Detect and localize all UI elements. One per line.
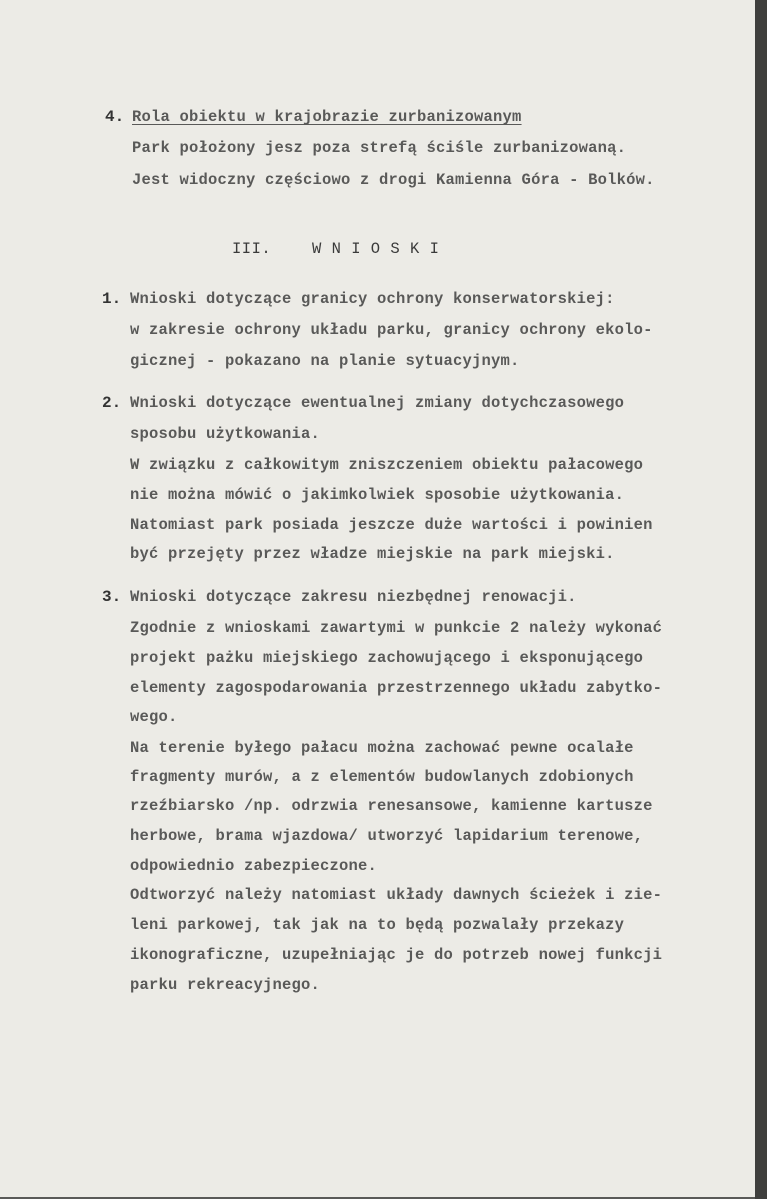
item-3-line: fragmenty murów, a z elementów budowlanych zdobionych <box>130 768 634 786</box>
section-4-line: Jest widoczny częściowo z drogi Kamienna Góra - Bolków. <box>132 171 655 189</box>
item-3-line: odpowiednio zabezpieczone. <box>130 857 378 875</box>
item-3-line: wego. <box>130 708 178 726</box>
item-2-line: W związku z całkowitym zniszczeniem obiektu pałacowego <box>130 456 644 474</box>
heading-title: W N I O S K I <box>312 240 440 258</box>
item-1-line: Wnioski dotyczące granicy ochrony konserwatorskiej: <box>130 290 615 308</box>
section-4-number: 4. <box>105 108 125 126</box>
item-3-line: projekt pażku miejskiego zachowującego i eksponującego <box>130 649 644 667</box>
item-2-line: być przejęty przez władze miejskie na park miejski. <box>130 545 615 563</box>
item-3-line: Na terenie byłego pałacu można zachować pewne ocalałe <box>130 739 634 757</box>
item-3-line: parku rekreacyjnego. <box>130 976 321 994</box>
item-3-number: 3. <box>102 588 122 606</box>
item-3-line: Zgodnie z wnioskami zawartymi w punkcie 2 należy wykonać <box>130 619 663 637</box>
section-4-title: Rola obiektu w krajobrazie zurbanizowanym <box>132 108 522 126</box>
item-3-line: rzeźbiarsko /np. odrzwia renesansowe, kamienne kartusze <box>130 797 653 815</box>
item-1-line: gicznej - pokazano na planie sytuacyjnym. <box>130 352 520 370</box>
item-3-line: leni parkowej, tak jak na to będą pozwalały przekazy <box>130 916 625 934</box>
item-1-number: 1. <box>102 290 122 308</box>
heading-roman-numeral: III. <box>232 240 272 258</box>
item-3-line: Odtworzyć należy natomiast układy dawnych ścieżek i zie- <box>130 886 663 904</box>
item-2-number: 2. <box>102 394 122 412</box>
item-3-line: Wnioski dotyczące zakresu niezbędnej renowacji. <box>130 588 577 606</box>
item-2-line: sposobu użytkowania. <box>130 425 321 443</box>
scan-edge <box>755 0 767 1199</box>
item-3-line: ikonograficzne, uzupełniając je do potrzeb nowej funkcji <box>130 946 663 964</box>
item-2-line: Natomiast park posiada jeszcze duże wartości i powinien <box>130 516 653 534</box>
item-2-line: Wnioski dotyczące ewentualnej zmiany dotychczasowego <box>130 394 625 412</box>
item-1-line: w zakresie ochrony układu parku, granicy ochrony ekolo- <box>130 321 653 339</box>
item-3-line: elementy zagospodarowania przestrzennego układu zabytko- <box>130 679 663 697</box>
section-4-line: Park położony jesz poza strefą ściśle zurbanizowaną. <box>132 139 627 157</box>
item-2-line: nie można mówić o jakimkolwiek sposobie użytkowania. <box>130 486 625 504</box>
item-3-line: herbowe, brama wjazdowa/ utworzyć lapidarium terenowe, <box>130 827 644 845</box>
